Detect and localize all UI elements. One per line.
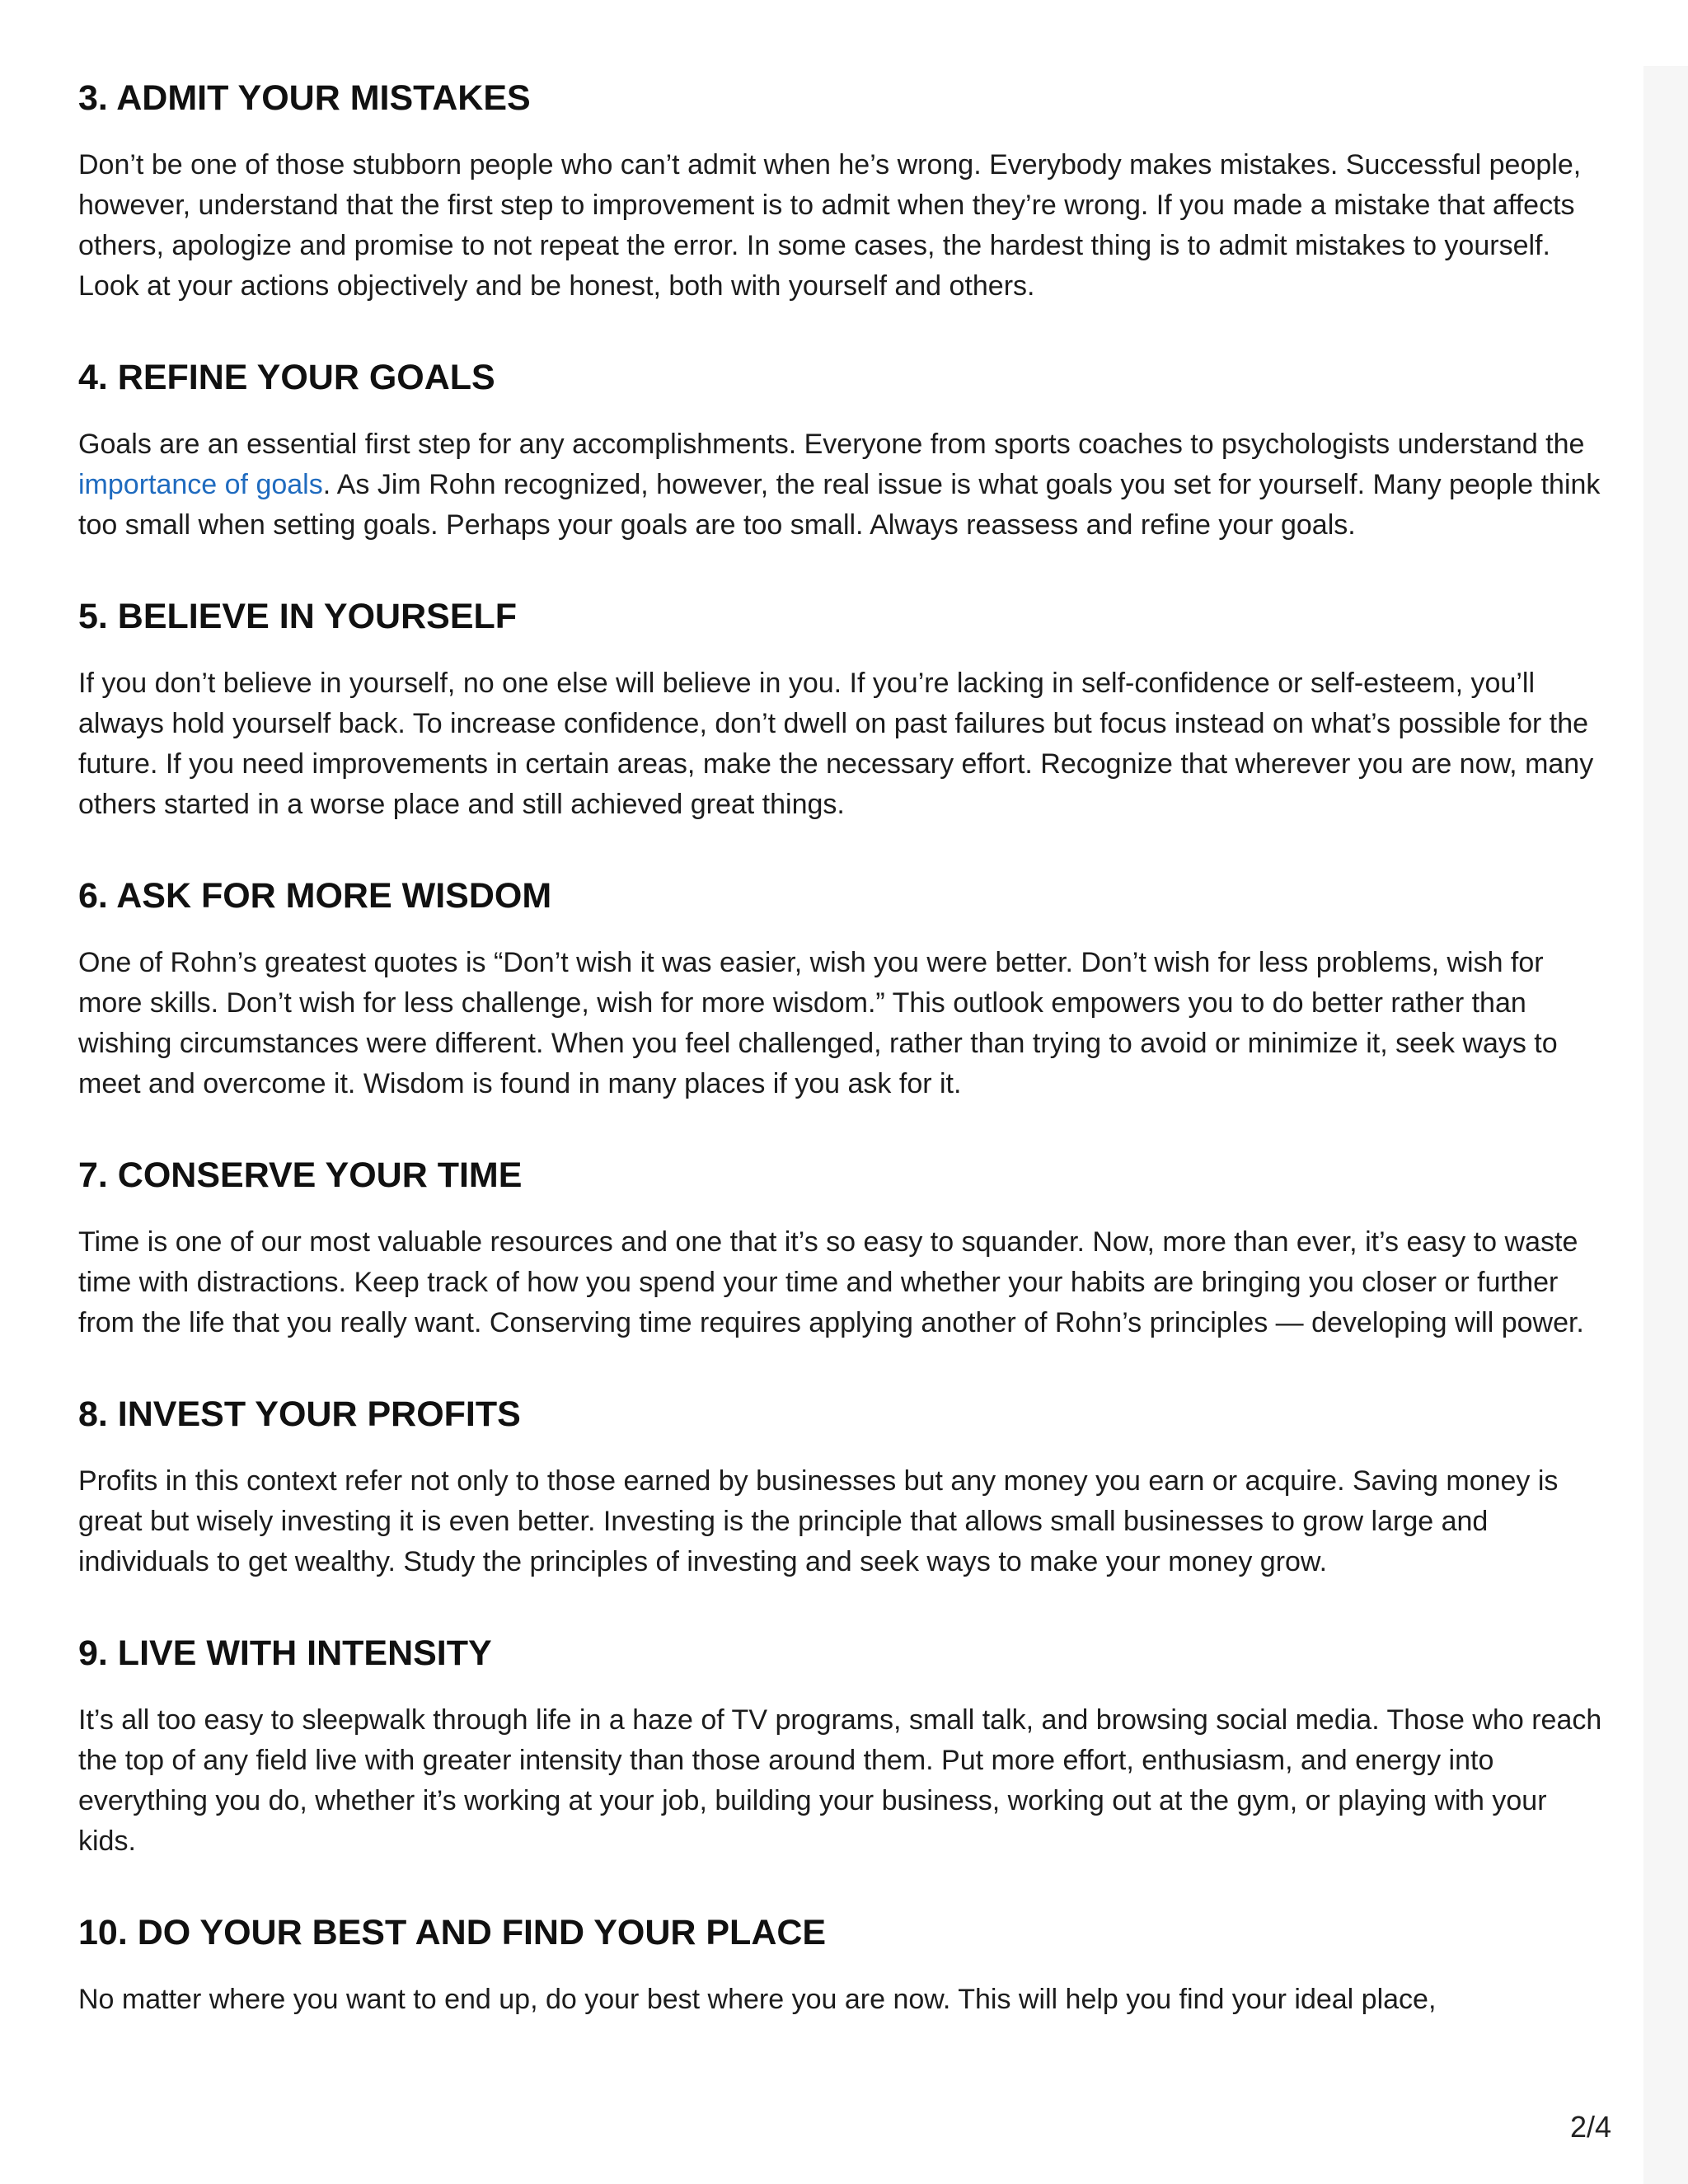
section-refine-goals — [78, 355, 1611, 546]
section-believe-yourself — [78, 594, 1611, 825]
section-admit-mistakes — [78, 76, 1611, 307]
importance-of-goals-link[interactable]: importance of goals — [78, 469, 323, 500]
paragraph-text: . As Jim Rohn recognized, however, the real issue is what goals you set for yourself. Many people think too small when setting goals. Perhaps your goals are too small. Always reassess and refine your goals. — [78, 469, 1601, 541]
section-paragraph: Time is one of our most valuable resources and one that it’s so easy to squander. Now, more than ever, it’s easy to waste time with distractions. Keep track of how you spend your time and whether your habits are bringing you closer or further from the life that you really want. Conserving time requires applying another of Rohn’s principles — developing will power. — [78, 1226, 1584, 1338]
section-paragraph: It’s all too easy to sleepwalk through life in a haze of TV programs, small talk, and browsing social media. Those who reach the top of any field live with greater intensity than those around them. Put more effort, enthusiasm, and energy into everything you do, whether it’s working at your job, building your business, working out at the gym, or playing with your kids. — [78, 1704, 1602, 1857]
section-heading: 6. ASK FOR MORE WISDOM — [78, 876, 552, 916]
section-heading: 7. CONSERVE YOUR TIME — [78, 1155, 523, 1195]
section-find-place — [78, 1910, 1611, 2020]
section-heading: 9. LIVE WITH INTENSITY — [78, 1633, 492, 1673]
section-paragraph: If you don’t believe in yourself, no one else will believe in you. If you’re lacking in self-confidence or self-esteem, you’ll always hold yourself back. To increase confidence, don’t dwell on past failures but focus instead on what’s possible for the future. If you need improvements in certain areas, make the necessary effort. Recognize that wherever you are now, many others started in a worse place and still achieved great things. — [78, 668, 1594, 820]
section-heading: 8. INVEST YOUR PROFITS — [78, 1394, 521, 1434]
section-heading: 5. BELIEVE IN YOURSELF — [78, 597, 518, 636]
section-heading: 4. REFINE YOUR GOALS — [78, 358, 495, 397]
section-heading: 3. ADMIT YOUR MISTAKES — [78, 78, 531, 118]
section-paragraph: One of Rohn’s greatest quotes is “Don’t wish it was easier, wish you were better. Don’t wish for less problems, wish for more skills. Don’t wish for less challenge, wish for more wisdom.” This outlook empowers you to do better rather than wishing circumstances were different. When you feel challenged, rather than trying to avoid or minimize it, seek ways to meet and overcome it. Wisdom is found in many places if you ask for it. — [78, 947, 1558, 1099]
section-paragraph: Don’t be one of those stubborn people who can’t admit when he’s wrong. Everybody makes mistakes. Successful people, however, understand that the first step to improvement is to admit when they’re wrong. If you made a mistake that affects others, apologize and promise to not repeat the error. In some cases, the hardest thing is to admit mistakes to yourself. Look at your actions objectively and be honest, both with yourself and others. — [78, 149, 1582, 302]
page-edge-shadow — [1643, 66, 1688, 2184]
page-number: 2/4 — [1569, 2110, 1611, 2144]
section-live-intensity — [78, 1631, 1611, 1862]
section-more-wisdom — [78, 874, 1611, 1104]
section-paragraph: No matter where you want to end up, do your best where you are now. This will help you find your ideal place, — [78, 1984, 1437, 2015]
section-heading: 10. DO YOUR BEST AND FIND YOUR PLACE — [78, 1913, 827, 1952]
section-paragraph — [78, 424, 1611, 546]
section-conserve-time — [78, 1153, 1611, 1343]
article-content — [78, 76, 1611, 2069]
section-invest-profits — [78, 1392, 1611, 1582]
paragraph-text: Goals are an essential first step for any accomplishments. Everyone from sports coaches to psychologists understand the — [78, 429, 1585, 460]
section-paragraph: Profits in this context refer not only to those earned by businesses but any money you earn or acquire. Saving money is great but wisely investing it is even better. Investing is the principle that allows small businesses to grow large and individuals to get wealthy. Study the principles of investing and seek ways to make your money grow. — [78, 1465, 1559, 1577]
